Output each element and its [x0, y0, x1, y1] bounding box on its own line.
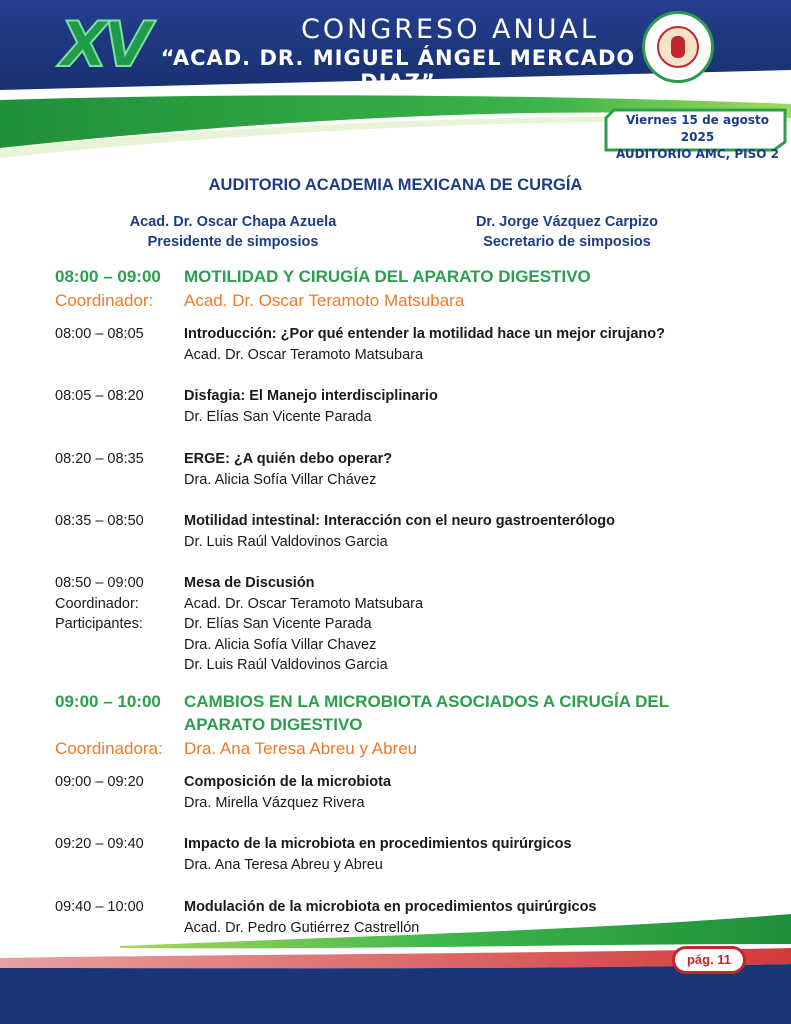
item-title: Impacto de la microbiota en procedimientos quirúrgicos [184, 836, 572, 852]
session-title: CAMBIOS EN LA MICROBIOTA ASOCIADOS A CIRUGÍA DEL [184, 692, 670, 711]
item-speaker: Dr. Luis Raúl Valdovinos Garcia [184, 533, 388, 550]
event-date: Viernes 15 de agosto 2025 [625, 113, 770, 144]
item-time: 09:20 – 09:40 [55, 836, 144, 852]
session-time: 09:00 – 10:00 [55, 692, 161, 711]
item-speaker: Dra. Mirella Vázquez Rivera [184, 794, 365, 811]
participants-label: Participantes: [55, 616, 143, 632]
header-banner [0, 0, 791, 175]
coordinator-label: Coordinadora: [55, 739, 163, 758]
congress-subtitle: “ACAD. DR. MIGUEL ÁNGEL MERCADO DIAZ” [160, 46, 636, 94]
item-time: 09:00 – 09:20 [55, 774, 144, 790]
item-time: 08:00 – 08:05 [55, 326, 144, 342]
officer-president [104, 212, 362, 252]
item-speaker: Acad. Dr. Pedro Gutiérrez Castrellón [184, 919, 420, 936]
session-title: MOTILIDAD Y CIRUGÍA DEL APARATO DIGESTIVO [184, 267, 591, 286]
auditorium-title: AUDITORIO ACADEMIA MEXICANA DE CURGÍA [208, 176, 583, 194]
item-speaker: Acad. Dr. Oscar Teramoto Matsubara [184, 346, 424, 363]
coordinator-name: Dra. Ana Teresa Abreu y Abreu [184, 739, 418, 758]
coordinator-name: Acad. Dr. Oscar Teramoto Matsubara [184, 291, 465, 310]
date-location-box [604, 108, 787, 161]
item-title: Introducción: ¿Por qué entender la motilidad hace un mejor cirujano? [184, 326, 665, 342]
participant: Dra. Alicia Sofía Villar Chavez [184, 636, 377, 653]
session-title-cont: APARATO DIGESTIVO [184, 715, 363, 734]
item-time: 08:50 – 09:00 [55, 575, 144, 591]
coordinator-label: Coordinador: [55, 291, 154, 310]
discussion-coordinator: Acad. Dr. Oscar Teramoto Matsubara [184, 595, 424, 612]
officer-role: Presidente de simposios [147, 234, 319, 250]
item-time: 08:35 – 08:50 [55, 513, 144, 529]
item-speaker: Dr. Elías San Vicente Parada [184, 408, 372, 425]
item-title: ERGE: ¿A quién debo operar? [184, 451, 393, 467]
item-title: Modulación de la microbiota en procedimientos quirúrgicos [184, 899, 597, 915]
officer-name: Dr. Jorge Vázquez Carpizo [475, 214, 659, 230]
item-title: Motilidad intestinal: Interacción con el neuro gastroenterólogo [184, 513, 616, 529]
item-speaker: Dra. Ana Teresa Abreu y Abreu [184, 856, 383, 873]
event-location: AUDITORIO AMC, PISO 2 [616, 147, 779, 161]
item-time: 09:40 – 10:00 [55, 899, 144, 915]
item-time: 08:05 – 08:20 [55, 388, 144, 404]
participant: Dr. Luis Raúl Valdovinos Garcia [184, 657, 388, 673]
item-speaker: Dra. Alicia Sofía Villar Chávez [184, 471, 377, 488]
officer-role: Secretario de simposios [483, 234, 651, 250]
congress-number: XV [60, 8, 148, 81]
participant: Dr. Elías San Vicente Parada [184, 616, 372, 632]
academy-seal-logo [642, 11, 714, 83]
item-title: Disfagia: El Manejo interdisciplinario [184, 388, 438, 404]
page-number-badge: pág. 11 [672, 946, 746, 974]
footer-banner [0, 914, 791, 1024]
officer-name: Acad. Dr. Oscar Chapa Azuela [129, 214, 337, 230]
item-title: Composición de la microbiota [184, 774, 392, 790]
item-title: Mesa de Discusión [184, 575, 315, 591]
officer-secretary [438, 212, 696, 252]
coordinator-label: Coordinador: [55, 595, 139, 612]
session-time: 08:00 – 09:00 [55, 267, 161, 286]
item-time: 08:20 – 08:35 [55, 451, 144, 467]
footer-background [0, 914, 791, 1024]
congress-title: CONGRESO ANUAL [301, 14, 599, 45]
